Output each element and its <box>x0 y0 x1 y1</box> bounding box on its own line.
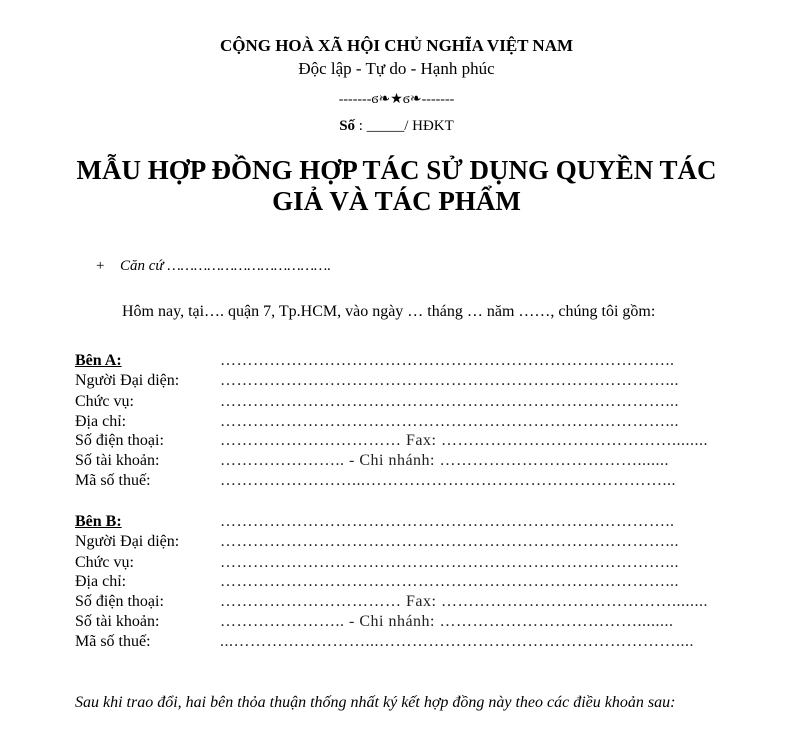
field-label: Người Đại diện: <box>75 372 180 389</box>
party-b-account-branch-field: ………………….. - Chi nhánh: ………………………………........ <box>220 613 674 630</box>
party-b-phone-fax-field: …………………………… Fax: ……………………………………........ <box>220 593 708 610</box>
intro-paragraph: Hôm nay, tại…. quận 7, Tp.HCM, vào ngày … tháng … năm ……, chúng tôi gồm: <box>122 303 656 320</box>
party-a-name-field: ……………………………………………………………………….. <box>220 352 675 369</box>
title-line-1: MẪU HỢP ĐỒNG HỢP TÁC SỬ DỤNG QUYỀN TÁC <box>76 155 717 185</box>
party-b-address-row <box>75 572 735 592</box>
document-number <box>0 118 793 135</box>
party-a-address-row <box>75 412 735 432</box>
party-b-position-row <box>75 553 735 573</box>
party-b-heading-row <box>75 512 735 532</box>
document-number-label: Số <box>339 118 356 134</box>
party-a-representative-field: ………………………………………………………………………... <box>220 372 679 389</box>
party-a-heading-row <box>75 351 735 371</box>
field-label: Mã số thuế: <box>75 472 151 489</box>
party-a-position-field: ………………………………………………………………………... <box>220 393 679 410</box>
field-label: Chức vụ: <box>75 554 134 571</box>
party-a-account-branch-field: ………………….. - Chi nhánh: ………………………………....... <box>220 452 669 469</box>
party-b-representative-field: ………………………………………………………………………... <box>220 533 679 550</box>
party-a-tax-row <box>75 471 735 491</box>
party-b-name-field: ……………………………………………………………………….. <box>220 513 675 530</box>
party-b-phone-row <box>75 592 735 612</box>
field-label: Người Đại diện: <box>75 533 180 550</box>
closing-paragraph: Sau khi trao đổi, hai bên thỏa thuận thống nhất ký kết hợp đồng này theo các điều khoản sau: <box>75 694 676 711</box>
party-a-phone-row <box>75 431 735 451</box>
party-b-representative-row <box>75 532 735 552</box>
document-title <box>0 155 793 217</box>
party-b-tax-row <box>75 632 735 652</box>
party-b-account-row <box>75 612 735 632</box>
party-a-tax-field: ……………………...………………………………………………... <box>220 472 676 489</box>
bullet-plus: + <box>96 258 105 274</box>
party-b-tax-field: ...……………………...……………………………………………….... <box>220 633 694 650</box>
party-b-label: Bên B: <box>75 513 122 530</box>
field-label: Số tài khoản: <box>75 452 160 469</box>
party-a-position-row <box>75 392 735 412</box>
field-label: Số điện thoại: <box>75 432 164 449</box>
party-b-position-field: ………………………………………………………………………... <box>220 554 679 571</box>
field-label: Địa chỉ: <box>75 413 127 430</box>
ornament-divider: -------ϭ❧★ϭ❧------- <box>338 92 455 107</box>
nation-heading: CỘNG HOÀ XÃ HỘI CHỦ NGHĨA VIỆT NAM <box>219 36 574 55</box>
party-a-label: Bên A: <box>75 352 122 369</box>
basis-text: Căn cứ ………………………………. <box>120 258 332 274</box>
field-label: Chức vụ: <box>75 393 134 410</box>
field-label: Số điện thoại: <box>75 593 164 610</box>
document-number-field: : _____/ HĐKT <box>355 118 454 134</box>
party-a-representative-row <box>75 371 735 391</box>
party-a-phone-fax-field: …………………………… Fax: ……………………………………........ <box>220 432 708 449</box>
field-label: Địa chỉ: <box>75 573 127 590</box>
field-label: Mã số thuế: <box>75 633 151 650</box>
field-label: Số tài khoản: <box>75 613 160 630</box>
party-b-address-field: ………………………………………………………………………... <box>220 573 679 590</box>
motto: Độc lập - Tự do - Hạnh phúc <box>298 59 495 78</box>
party-a-address-field: ………………………………………………………………………... <box>220 413 679 430</box>
basis-line <box>96 258 331 275</box>
party-a-account-row <box>75 451 735 471</box>
title-line-2: GIẢ VÀ TÁC PHẨM <box>272 186 521 216</box>
